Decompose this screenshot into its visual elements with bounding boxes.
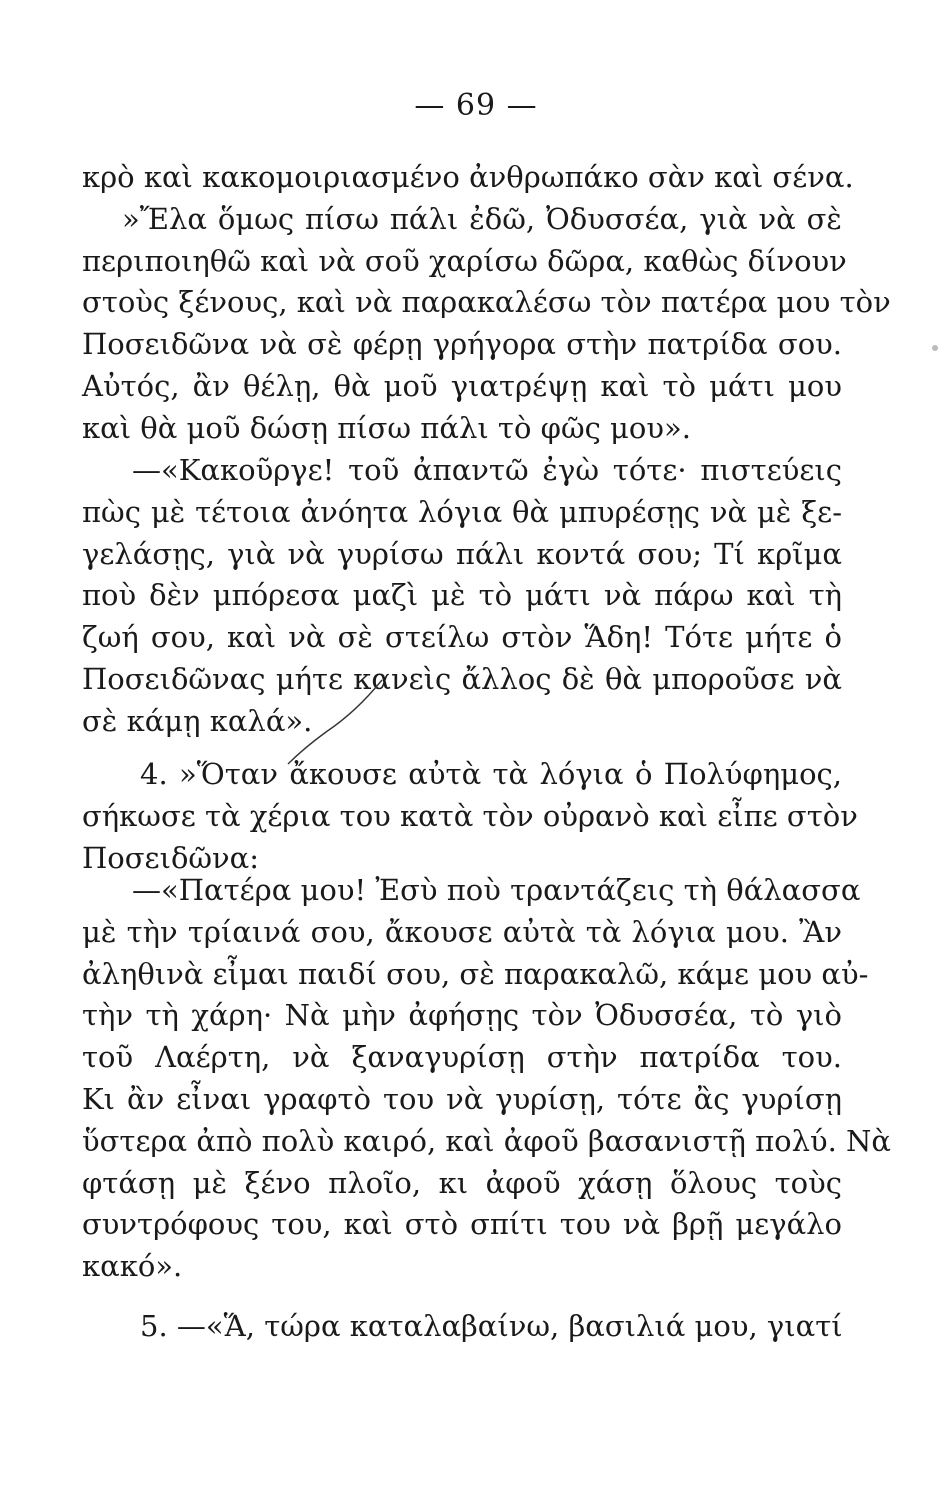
text-line: περιποιηθῶ καὶ νὰ σοῦ χαρίσω δῶρα, καθὼς δίνουν <box>82 243 847 278</box>
text-line: ζωή σου, καὶ νὰ σὲ στείλω στὸν Ἅδη! Τότε μήτε ὁ <box>82 620 842 655</box>
text-line: 4. »Ὅταν ἄκουσε αὐτὰ τὰ λόγια ὁ Πολύφημος, <box>140 757 842 791</box>
page-number: — 69 — <box>414 88 538 123</box>
paragraph-5 <box>82 1306 842 1348</box>
text-line: Αὐτός, ἂν θέλῃ, θὰ μοῦ γιατρέψῃ καὶ τὸ μάτι μου <box>82 368 842 403</box>
text-line: —«Πατέρα μου! Ἐσὺ ποὺ τραντάζεις τὴ θάλασσα <box>132 873 861 907</box>
paragraph-4 <box>82 870 892 1288</box>
text-line: σὲ κάμῃ καλά». <box>82 703 313 738</box>
paragraph-2 <box>82 450 842 743</box>
text-line: τὴν τὴ χάρη· Νὰ μὴν ἀφήσῃς τὸν Ὀδυσσέα, τὸ γιὸ <box>82 998 842 1033</box>
text-line: Κι ἂν εἶναι γραφτὸ του νὰ γυρίσῃ, τότε ἂς γυρίσῃ <box>82 1081 842 1116</box>
text-line: ὕστερα ἀπὸ πολὺ καιρό, καὶ ἀφοῦ βασανιστῇ πολύ. Νὰ <box>82 1123 892 1158</box>
text-line: τοῦ Λαέρτη, νὰ ξαναγυρίσῃ στὴν πατρίδα του. <box>82 1040 842 1075</box>
text-line: ἀληθινὰ εἶμαι παιδί σου, σὲ παρακαλῶ, κάμε μου αὐ- <box>82 956 869 991</box>
paragraph-3 <box>82 754 858 879</box>
text-line: Ποσειδῶνα νὰ σὲ φέρῃ γρήγορα στὴν πατρίδα σου. <box>82 327 842 362</box>
text-line: 5. —«Ἅ, τώρα καταλαβαίνω, βασιλιά μου, γιατί <box>140 1309 843 1343</box>
text-line: κρὸ καὶ κακομοιριασμένο ἀνθρωπάκο σὰν καὶ σένα. <box>82 160 854 194</box>
text-line: συντρόφους του, καὶ στὸ σπίτι του νὰ βρῇ μεγάλο <box>82 1207 842 1242</box>
text-line: στοὺς ξένους, καὶ νὰ παρακαλέσω τὸν πατέρα μου τὸν <box>82 285 891 320</box>
text-line: γελάσῃς, γιὰ νὰ γυρίσω πάλι κοντά σου; Τί κρῖμα <box>82 536 842 571</box>
text-line: Ποσειδῶνα: <box>82 840 260 875</box>
text-line: —«Κακοῦργε! τοῦ ἀπαντῶ ἐγὼ τότε· πιστεύεις <box>132 453 842 487</box>
paper-speck <box>932 345 938 351</box>
text-line: φτάσῃ μὲ ξένο πλοῖο, κι ἀφοῦ χάσῃ ὅλους τοὺς <box>82 1165 842 1200</box>
text-line: σήκωσε τὰ χέρια του κατὰ τὸν οὐρανὸ καὶ εἶπε στὸν <box>82 798 858 833</box>
paragraph-1 <box>82 157 891 450</box>
text-line: »Ἔλα ὅμως πίσω πάλι ἐδῶ, Ὀδυσσέα, γιὰ νὰ σὲ <box>122 201 842 236</box>
text-line: κακό». <box>82 1249 183 1284</box>
text-line: Ποσειδῶνας μήτε κανεὶς ἄλλος δὲ θὰ μποροῦσε νὰ <box>82 661 842 696</box>
text-line: πὼς μὲ τέτοια ἀνόητα λόγια θὰ μπυρέσῃς νὰ μὲ ξε- <box>82 494 842 529</box>
text-line: μὲ τὴν τρίαινά σου, ἄκουσε αὐτὰ τὰ λόγια μου. Ἂν <box>82 914 842 949</box>
text-line: καὶ θὰ μοῦ δώσῃ πίσω πάλι τὸ φῶς μου». <box>82 410 691 445</box>
divider-stroke <box>286 676 396 766</box>
text-line: ποὺ δὲν μπόρεσα μαζὶ μὲ τὸ μάτι νὰ πάρω καὶ τὴ <box>82 578 842 613</box>
